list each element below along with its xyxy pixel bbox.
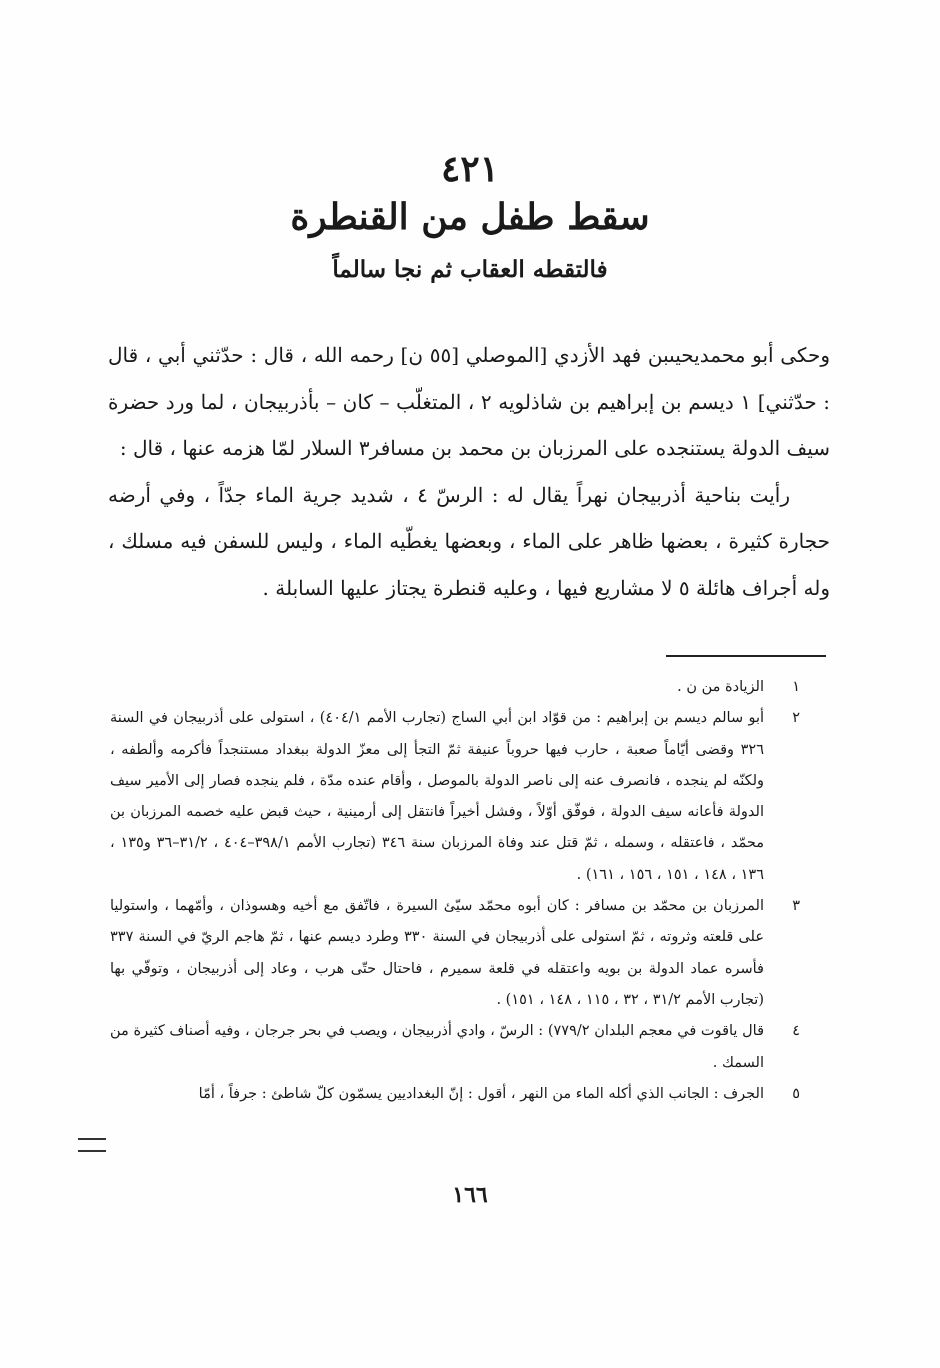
- footnote-separator: [666, 655, 826, 657]
- chapter-title: سقط طفل من القنطرة: [290, 196, 650, 238]
- footnote-text: أبو سالم ديسم بن إبراهيم : من قوّاد ابن أبي الساج (تجارب الأمم ٤٠٤/١) ، استولى على أذربيجان في السنة ٣٢٦ وقضى أيّاماً صعبة ، حارب فيها حروباً عنيفة ثمّ التجأ إلى معزّ الدولة ببغداد مستنجداً فأكرمه وألطفه ، ولكنّه لم ينجده ، فانصرف عنه إلى ناصر الدولة بالموصل ، وأقام عنده مدّة ، فلم ينجده فصار إلى الأمير سيف الدولة فأعانه سيف الدولة ، فوفّق أوّلاً ، وفشل أخيراً فانتقل إلى أرمينية ، حيث قبض عليه خصمه المرزبان بن محمّد ، فاعتقله ، وسمله ، ثمّ قتل عند وفاة المرزبان سنة ٣٤٦ (تجارب الأمم ٣٩٨/١–٤٠٤ ، ٣١/٢–٣٦ و١٣٥ ، ١٣٦ ، ١٤٨ ، ١٥١ ، ١٥٦ ، ١٦١) .: [110, 710, 765, 883]
- footnote-number: ٤: [792, 1023, 800, 1040]
- footnote-number: ٢: [792, 710, 800, 727]
- footnote-4: [110, 1016, 800, 1079]
- footnote-3: [110, 891, 800, 1016]
- footnote-number: ٣: [792, 898, 800, 915]
- continuation-mark: [78, 1138, 106, 1152]
- chapter-subtitle: فالتقطه العقاب ثم نجا سالماً: [332, 256, 608, 283]
- paragraph-2: رأيت بناحية أذربيجان نهراً يقال له : الرسّ ٤ ، شديد جرية الماء جدّاً ، وفي أرضه حجارة كثيرة ، بعضها ظاهر على الماء ، وبعضها يغطّيه الماء ، وليس للسفن فيه مسلك ، وله أجراف هائلة ٥ لا مشاريع فيها ، وعليه قنطرة يجتاز عليها السابلة .: [108, 482, 830, 600]
- footnotes: [110, 672, 800, 1110]
- paragraph-1: وحكى أبو محمديحيىبن فهد الأزدي [الموصلي [٥٥ ن] رحمه الله ، قال : حدّثني أبي ، قال : حدّثني] ١ ديسم بن إبراهيم بن شاذلويه ٢ ، المتغلّب – كان – بأذربيجان ، لما ورد حضرة سيف الدولة يستنجده على المرزبان بن محمد بن مسافر٣ السلار لمّا هزمه عنها ، قال :: [108, 343, 831, 460]
- footnote-text: قال ياقوت في معجم البلدان ٧٧٩/٢) : الرسّ ، وادي أذربيجان ، ويصب في بحر جرجان ، وفيه أصناف كثيرة من السمك .: [110, 1023, 765, 1071]
- footnote-1: [110, 672, 800, 703]
- footnote-text: الزيادة من ن .: [677, 679, 764, 695]
- footnote-5: [110, 1079, 800, 1110]
- chapter-number: ٤٢١: [440, 148, 499, 190]
- page-number: ١٦٦: [452, 1182, 488, 1208]
- footnote-2: [110, 703, 800, 891]
- footnote-text: الجرف : الجانب الذي أكله الماء من النهر ، أقول : إنّ البغداديين يسمّون كلّ شاطئ : جرفاً ، أمّا: [198, 1085, 764, 1102]
- footnote-number: ١: [792, 679, 800, 695]
- footnote-number: ٥: [792, 1085, 800, 1102]
- main-text: [108, 332, 830, 611]
- footnote-text: المرزبان بن محمّد بن مسافر : كان أبوه محمّد سيّئ السيرة ، فاتّفق مع أخيه وهسوذان ، وأمّهما ، واستوليا على قلعته وثروته ، ثمّ استولى على أذربيجان في السنة ٣٣٠ وطرد ديسم عنها ، ثمّ هاجم الريّ في السنة ٣٣٧ فأسره عماد الدولة بن بويه واعتقله في قلعة سميرم ، فاحتال حتّى هرب ، وعاد إلى أذربيجان ، وتوفّي بها (تجارب الأمم ٣١/٢ ، ٣٢ ، ١١٥ ، ١٤٨ ، ١٥١) .: [110, 898, 764, 1008]
